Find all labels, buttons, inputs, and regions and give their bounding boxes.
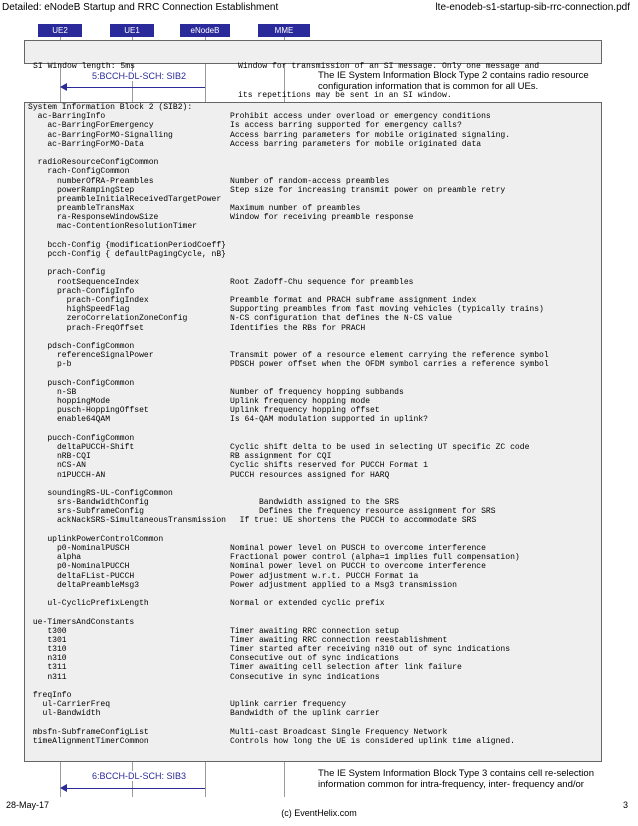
sib2-line — [28, 581, 601, 590]
sib2-description: Number of random-access preambles — [230, 176, 390, 186]
sib2-field: pdsch-ConfigCommon — [28, 341, 135, 351]
sib2-description: Consecutive in sync indications — [230, 672, 380, 682]
sib2-field: ac-BarringForEmergency — [28, 121, 154, 131]
msg5-note-1: The IE System Information Block Type 2 contains radio resource — [318, 70, 589, 81]
sib2-line — [28, 103, 601, 112]
sib2-field: radioResourceConfigCommon — [28, 158, 159, 168]
sib2-line — [28, 516, 601, 525]
sib2-line — [28, 636, 601, 645]
sib2-line — [28, 360, 601, 369]
sib2-field: numberOfRA-Preambles — [28, 176, 154, 186]
sib2-description: Fractional power control (alpha=1 implies full compensation) — [230, 553, 520, 563]
sib2-line — [28, 140, 601, 149]
sib2-field: nCS-AN — [28, 461, 86, 471]
sib2-field: deltaPUCCH-Shift — [28, 442, 135, 452]
entity-ue1: UE1 — [110, 24, 154, 37]
sib2-field — [28, 149, 230, 158]
sib2-field: preambleInitialReceivedTargetPower — [28, 194, 222, 204]
sib2-line — [28, 618, 601, 627]
sib2-field: n310 — [28, 654, 67, 664]
sib2-field: freqInfo — [28, 691, 72, 700]
entity-ue2: UE2 — [38, 24, 82, 37]
sib2-field: t311 — [28, 663, 67, 673]
sib2-description: Timer awaiting RRC connection setup — [230, 626, 400, 636]
sib2-field — [28, 232, 230, 241]
sib2-field: prach-Config — [28, 268, 106, 278]
sib2-line — [28, 250, 601, 259]
sib2-description: Cyclic shift delta to be used in selecting UT specific ZC code — [230, 442, 530, 452]
sib2-field — [28, 369, 230, 378]
sib2-line — [28, 232, 601, 241]
sib2-field: ac-BarringInfo — [28, 112, 106, 122]
sib2-line — [28, 241, 601, 250]
sib2-line — [28, 324, 601, 333]
footer-page-number: 3 — [622, 800, 628, 810]
sib2-line — [28, 351, 601, 360]
sib2-field: ac-BarringForMO-Data — [28, 139, 144, 149]
sib2-field — [28, 590, 230, 599]
sib2-description: Normal or extended cyclic prefix — [230, 599, 385, 609]
sib2-field — [28, 719, 230, 728]
msg5-label: 5:BCCH-DL-SCH: SIB2 — [92, 71, 187, 81]
sib2-description: Uplink carrier frequency — [230, 700, 346, 710]
sib2-line — [28, 379, 601, 388]
footer-copyright: (c) EventHelix.com — [281, 808, 357, 818]
si-window-desc-1: Window for transmission of an SI message. Only one message and — [238, 62, 540, 72]
sib2-line — [28, 663, 601, 672]
sib2-field: t300 — [28, 626, 67, 636]
sib2-field: prach-FreqOffset — [28, 323, 144, 333]
sib2-line — [28, 443, 601, 452]
sib2-field: p0-NominalPUSCH — [28, 544, 130, 553]
sib2-description: RB assignment for CQI — [230, 452, 332, 462]
sib2-field: highSpeedFlag — [28, 305, 130, 315]
sib2-description: Root Zadoff-Chu sequence for preambles — [230, 277, 414, 287]
sib2-line — [28, 700, 601, 709]
sib2-description: Power adjustment w.r.t. PUCCH Format 1a — [230, 571, 419, 581]
sib2-line — [28, 406, 601, 415]
sib2-field: enable64QAM — [28, 415, 111, 425]
sib2-field — [28, 425, 230, 434]
sib2-field: ul-CarrierFreq — [28, 700, 111, 710]
sib2-description: Prohibit access under overload or emergency conditions — [230, 112, 491, 122]
msg5-note-2: configuration information that is common for all UEs. — [318, 81, 539, 92]
sib2-field: ul-CyclicPrefixLength — [28, 599, 149, 609]
sib2-line — [28, 305, 601, 314]
sib2-line — [28, 369, 601, 378]
entity-enodeb: eNodeB — [180, 24, 230, 37]
sib2-field: pucch-ConfigCommon — [28, 433, 135, 443]
sib2-field: ac-BarringForMO-Signalling — [28, 130, 173, 140]
sib2-field — [28, 608, 230, 617]
sib2-line — [28, 434, 601, 443]
sib2-field — [28, 480, 230, 489]
msg6-note-2: information common for intra-frequency, inter- frequency and/or — [318, 779, 584, 790]
sib2-field: t301 — [28, 635, 67, 645]
msg6-arrowhead — [60, 784, 67, 792]
sib2-line — [28, 296, 601, 305]
sib2-line — [28, 388, 601, 397]
sib2-field: rach-ConfigCommon — [28, 167, 130, 177]
sib2-description: Uplink frequency hopping offset — [230, 406, 380, 416]
document-filename: lte-enodeb-s1-startup-sib-rrc-connection.pdf — [435, 2, 630, 13]
sib2-line — [28, 682, 601, 691]
sib2-field: ue-TimersAndConstants — [28, 617, 135, 627]
sib2-description: Is access barring supported for emergency calls? — [230, 121, 462, 131]
msg6-label: 6:BCCH-DL-SCH: SIB3 — [92, 771, 187, 781]
sib2-field: nRB-CQI — [28, 452, 91, 462]
sib2-description: Timer awaiting RRC connection reestablishment — [230, 635, 448, 645]
sib2-description: Maximum number of preambles — [230, 204, 361, 214]
si-window-desc-2: its repetitions may be sent in an SI window. — [238, 90, 452, 100]
sib2-line — [28, 177, 601, 186]
sib2-line — [28, 526, 601, 535]
sib2-description: Uplink frequency hopping mode — [230, 397, 371, 406]
sib2-description: N-CS configuration that defines the N-CS value — [230, 314, 453, 324]
sib2-field: p-b — [28, 360, 72, 370]
sib2-description: Controls how long the UE is considered uplink time aligned. — [230, 736, 515, 746]
sib2-line — [28, 461, 601, 470]
sib2-line — [28, 471, 601, 480]
sib2-line — [28, 425, 601, 434]
sib2-field: pusch-ConfigCommon — [28, 378, 135, 388]
sib2-description: Supporting preambles from fast moving vehicles (typically trains) — [230, 305, 544, 315]
sib2-line — [28, 213, 601, 222]
sib2-line — [28, 535, 601, 544]
sib2-field: bcch-Config {modificationPeriodCoeff} — [28, 240, 226, 250]
sib2-line — [28, 131, 601, 140]
sib2-line — [28, 342, 601, 351]
sib2-details-box — [24, 102, 602, 762]
sib2-line — [28, 737, 601, 746]
msg6-arrow-line — [66, 788, 205, 789]
sib2-description: Bandwidth of the uplink carrier — [230, 709, 380, 719]
sib2-description: Window for receiving preamble response — [230, 213, 414, 223]
sib2-line — [28, 673, 601, 682]
sib2-line — [28, 204, 601, 213]
sib2-line — [28, 112, 601, 121]
sib2-line — [28, 728, 601, 737]
sib2-field — [28, 682, 230, 691]
sib2-line — [28, 121, 601, 130]
sib2-field: ra-ResponseWindowSize — [28, 213, 159, 223]
sib2-line — [28, 186, 601, 195]
sib2-line — [28, 489, 601, 498]
sib2-field: ul-Bandwidth — [28, 709, 101, 719]
sib2-field: mac-ContentionResolutionTimer — [28, 222, 198, 232]
sib2-line — [28, 654, 601, 663]
sib2-line — [28, 149, 601, 158]
sib2-line — [28, 278, 601, 287]
sib2-description: PUCCH resources assigned for HARQ — [230, 470, 390, 480]
sib2-description: Multi-cast Broadcast Single Frequency Network — [230, 727, 448, 737]
sib2-line — [28, 608, 601, 617]
sib2-line — [28, 709, 601, 718]
sib2-description: Nominal power level on PUSCH to overcome interference — [230, 544, 486, 553]
sib2-line — [28, 268, 601, 277]
sib2-description: Access barring parameters for mobile originated data — [230, 139, 482, 149]
sib2-line — [28, 627, 601, 636]
sib2-line — [28, 287, 601, 296]
sib2-line — [28, 333, 601, 342]
sib2-line — [28, 222, 601, 231]
sib2-field: hoppingMode — [28, 397, 111, 406]
sib2-description: Step size for increasing transmit power on preamble retry — [230, 185, 506, 195]
sib2-field: soundingRS-UL-ConfigCommon — [28, 488, 173, 498]
sib2-line — [28, 645, 601, 654]
sib2-line — [28, 397, 601, 406]
sib2-field: timeAlignmentTimerCommon — [28, 736, 149, 746]
sib2-line — [28, 553, 601, 562]
sib2-description: Defines the frequency resource assignment for SRS — [230, 507, 496, 517]
sib2-field: srs-BandwidthConfig — [28, 498, 149, 508]
sib2-line — [28, 562, 601, 571]
si-window-field: SI Window length: 5ms — [33, 62, 135, 72]
sib2-field: zeroCorrelationZoneConfig — [28, 314, 188, 324]
sib2-description: Preamble format and PRACH subframe assignment index — [230, 295, 477, 305]
sib2-description: PDSCH power offset when the OFDM symbol carries a reference symbol — [230, 360, 549, 370]
sib2-line — [28, 572, 601, 581]
sib2-description: Nominal power level on PUCCH to overcome interference — [230, 562, 486, 572]
sib2-line — [28, 544, 601, 553]
sib2-field: preambleTransMax — [28, 204, 135, 214]
sib2-line — [28, 452, 601, 461]
msg5-arrow-line — [66, 87, 205, 88]
sib2-line — [28, 480, 601, 489]
sib2-description: Transmit power of a resource element carrying the reference symbol — [230, 351, 549, 361]
sib2-description: Timer started after receiving n310 out of sync indications — [230, 645, 511, 655]
sib2-field: rootSequenceIndex — [28, 277, 140, 287]
sib2-field: n-SB — [28, 387, 77, 397]
sib2-description: Identifies the RBs for PRACH — [230, 323, 366, 333]
sib2-field: mbsfn-SubframeConfigList — [28, 727, 149, 737]
sib2-line — [28, 691, 601, 700]
sib2-field: referenceSignalPower — [28, 351, 154, 361]
sib2-description: Number of frequency hopping subbands — [230, 387, 404, 397]
sib2-description: Is 64-QAM modulation supported in uplink? — [230, 415, 428, 425]
sib2-field: p0-NominalPUCCH — [28, 562, 130, 572]
sib2-field: prach-ConfigIndex — [28, 295, 149, 305]
sib2-line — [28, 158, 601, 167]
sib2-field: ackNackSRS-SimultaneousTransmission — [28, 516, 226, 526]
sib2-field: pcch-Config { defaultPagingCycle, nB} — [28, 250, 226, 259]
sib2-field — [28, 259, 230, 268]
sib2-description: Bandwidth assigned to the SRS — [230, 498, 400, 508]
sib2-line — [28, 507, 601, 516]
sib2-line — [28, 719, 601, 728]
sib2-field: t310 — [28, 645, 67, 655]
sib2-field: System Information Block 2 (SIB2): — [28, 103, 193, 112]
sib2-field: prach-ConfigInfo — [28, 286, 135, 296]
sib2-field — [28, 526, 230, 535]
sib2-description: Timer awaiting cell selection after link failure — [230, 663, 462, 673]
sib2-description: Consecutive out of sync indications — [230, 654, 400, 664]
sib2-line — [28, 498, 601, 507]
sib2-field: srs-SubframeConfig — [28, 507, 144, 517]
sib2-line — [28, 167, 601, 176]
sib2-description: Access barring parameters for mobile originated signaling. — [230, 130, 511, 140]
footer-date: 28-May-17 — [6, 800, 50, 810]
sib2-line — [28, 259, 601, 268]
sib2-field: powerRampingStep — [28, 185, 135, 195]
sib2-description: Power adjustment applied to a Msg3 transmission — [230, 580, 457, 590]
sib2-field — [28, 333, 230, 342]
sib2-field: pusch-HoppingOffset — [28, 406, 149, 416]
sib2-field: n311 — [28, 672, 67, 682]
sib2-line — [28, 195, 601, 204]
sib2-field: alpha — [28, 553, 82, 563]
entity-mme: MME — [258, 24, 310, 37]
sib2-field: n1PUCCH-AN — [28, 470, 106, 480]
msg5-arrowhead — [60, 83, 67, 91]
sib2-field: uplinkPowerControlCommon — [28, 534, 164, 544]
sib2-description: If true: UE shortens the PUCCH to accommodate SRS — [230, 516, 477, 526]
sib2-line — [28, 599, 601, 608]
sib2-field: deltaPreambleMsg3 — [28, 580, 140, 590]
sib2-line — [28, 415, 601, 424]
sib2-description: Cyclic shifts reserved for PUCCH Format 1 — [230, 461, 428, 471]
msg6-note-1: The IE System Information Block Type 3 contains cell re-selection — [318, 768, 594, 779]
sib2-line — [28, 314, 601, 323]
sib2-line — [28, 590, 601, 599]
document-title: Detailed: eNodeB Startup and RRC Connection Establishment — [2, 2, 279, 13]
sib2-field: deltaFList-PUCCH — [28, 571, 135, 581]
